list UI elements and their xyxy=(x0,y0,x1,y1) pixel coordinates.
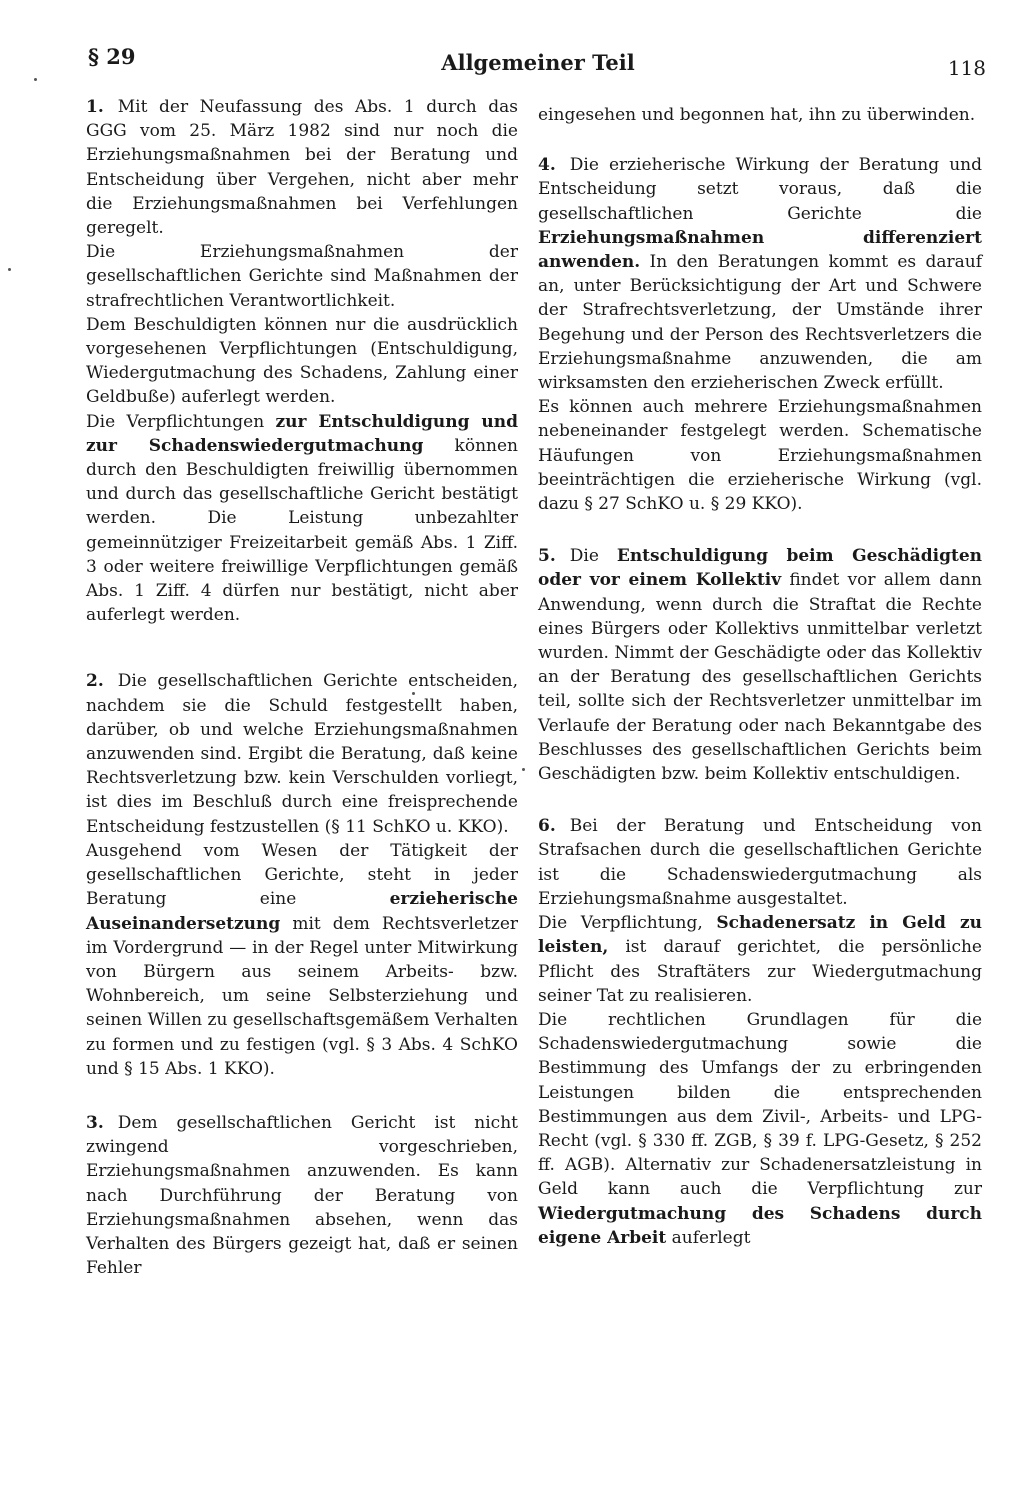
paragraph-text: Ausgehend vom Wesen der Tätigkeit der gesellschaftlichen Gerichte, steht in jeder Beratung eine xyxy=(86,840,518,910)
page-number: 118 xyxy=(947,56,986,80)
emphasis-text: Erziehungsmaßnahmen differenziert anwenden. xyxy=(538,227,982,273)
paragraph-text: Mit der Neufassung des Abs. 1 durch das GGG vom 25. März 1982 sind nur noch die Erziehungsmaßnahmen bei der Beratung und Entscheidung über Vergehen, nicht aber mehr die Erziehungsmaßnahmen bei Verfehlungen geregelt. xyxy=(86,97,518,239)
page-title: Allgemeiner Teil xyxy=(441,50,635,75)
paragraph-number: 3. xyxy=(86,1112,104,1133)
paragraph-4b: Es können auch mehrere Erziehungsmaßnahmen nebeneinander festgelegt werden. Schematische Häufungen von Erziehungsmaßnahmen beeinträchtigen die erzieherische Wirkung (vgl. dazu § 27 SchKO u. § 29 KKO). xyxy=(538,397,982,515)
paragraph-text: mit dem Rechtsverletzer im Vordergrund — in der Regel unter Mitwirkung von Bürgern aus seinem Arbeits- bzw. Wohnbereich, um seine Selbsterziehung und seinen Willen zu gesellschaftsgemäßem Verhalten zu formen und zu festigen (vgl. § 3 Abs. 4 SchKO und § 15 Abs. 1 KKO). xyxy=(86,913,518,1079)
paragraph-text: Die erzieherische Wirkung der Beratung und Entscheidung setzt voraus, daß die gesellschaftlichen Gerichte die xyxy=(538,155,982,224)
paragraph-3 xyxy=(86,1111,518,1280)
paragraph-text: Die gesellschaftlichen Gerichte entscheiden, nachdem sie die Schuld festgestellt haben, darüber, ob und welche Erziehungsmaßnahmen anzuwenden sind. Ergibt die Beratung, daß keine Rechtsverletzung bzw. kein Verschulden vorliegt, ist dies im Beschluß durch eine freisprechende Entscheidung festzustellen (§ 11 SchKO u. KKO). xyxy=(86,671,518,837)
paragraph-text: Die xyxy=(569,546,617,567)
emphasis-text: Schadenersatz in Geld zu leisten, xyxy=(538,913,982,958)
paragraph-6 xyxy=(538,814,982,911)
paragraph-2b xyxy=(86,839,518,1081)
left-column xyxy=(86,95,518,1280)
paragraph-number: 6. xyxy=(538,816,556,837)
right-column xyxy=(538,103,982,1250)
scan-speck xyxy=(8,268,11,271)
paragraph-text: findet vor allem dann Anwendung, wenn durch die Straftat die Rechte eines Bürgers oder Kollektivs unmittelbar verletzt wurden. Nimmt der Geschädigte oder das Kollektiv an der Beratung des gesellschaftlichen Gerichts teil, sollte sich der Rechtsverletzer unmittelbar im Verlaufe der Beratung oder nach Bekanntgabe des Beschlusses des gesellschaftlichen Gerichts beim Geschädigten bzw. beim Kollektiv entschuldigen. xyxy=(538,570,982,785)
paragraph-1d xyxy=(86,410,518,628)
paragraph-text: Die rechtlichen Grundlagen für die Schadenswiedergutmachung sowie die Bestimmung des Umfangs der zu erbringenden Leistungen bilden die entsprechenden Bestimmungen aus dem Zivil-, Arbeits- und LPG-Recht (vgl. § 330 ff. ZGB, § 39 f. LPG-Gesetz, § 252 ff. AGB). Alternativ zur Schadenersatzleistung in Geld kann auch die Verpflichtung zur xyxy=(538,1009,982,1200)
paragraph-number: 4. xyxy=(538,155,556,176)
section-number: § 29 xyxy=(88,44,136,69)
paragraph-1b: Die Erziehungsmaßnahmen der gesellschaftlichen Gerichte sind Maßnahmen der strafrechtlichen Verantwortlichkeit. xyxy=(86,242,518,311)
paragraph-text: ist darauf gerichtet, die persönliche Pflicht des Straftäters zur Wiedergutmachung seiner Tat zu realisieren. xyxy=(538,937,982,1006)
paragraph-continuation: eingesehen und begonnen hat, ihn zu überwinden. xyxy=(538,105,976,125)
paragraph-number: 1. xyxy=(86,97,104,117)
paragraph-number: 5. xyxy=(538,546,556,567)
paragraph-6b xyxy=(538,911,982,1008)
page-header xyxy=(88,44,988,84)
paragraph-text: Die Verpflichtung, xyxy=(538,913,717,934)
scan-speck xyxy=(522,768,525,771)
paragraph-text: Die Verpflichtungen xyxy=(86,411,276,432)
emphasis-text: zur Entschuldigung und zur Schadenswiedergutmachung xyxy=(86,411,518,456)
paragraph-text: In den Beratungen kommt es darauf an, unter Berücksichtigung der Art und Schwere der Strafrechtsverletzung, der Umstände ihrer Begehung und der Person des Rechtsverletzers die Erziehungsmaßnahme anzuwenden, die am wirksamsten den erzieherischen Zweck erfüllt. xyxy=(538,252,982,394)
scan-speck xyxy=(34,78,37,81)
paragraph-number: 2. xyxy=(86,671,104,692)
paragraph-1 xyxy=(86,95,518,240)
paragraph-2 xyxy=(86,669,518,838)
paragraph-5 xyxy=(538,544,982,786)
emphasis-text: Wiedergutmachung des Schadens durch eigene Arbeit xyxy=(538,1203,982,1248)
scan-speck xyxy=(412,692,415,695)
paragraph-1c: Dem Beschuldigten können nur die ausdrücklich vorgesehenen Verpflichtungen (Entschuldigung, Wiedergutmachung des Schadens, Zahlung einer Geldbuße) auferlegt werden. xyxy=(86,314,518,408)
emphasis-text: erzieherische Auseinandersetzung xyxy=(86,889,518,934)
paragraph-text: Bei der Beratung und Entscheidung von Strafsachen durch die gesellschaftlichen Gerichte ist die Schadenswiedergutmachung als Erziehungsmaßnahme ausgestaltet. xyxy=(538,816,982,909)
paragraph-4 xyxy=(538,153,982,395)
emphasis-text: Entschuldigung beim Geschädigten oder vor einem Kollektiv xyxy=(538,546,982,591)
paragraph-text: Dem gesellschaftlichen Gericht ist nicht zwingend vorgeschrieben, Erziehungsmaßnahmen anzuwenden. Es kann nach Durchführung der Beratung von Erziehungsmaßnahmen absehen, wenn das Verhalten des Bürgers gezeigt hat, daß er seinen Fehler xyxy=(86,1112,518,1279)
paragraph-text: können durch den Beschuldigten freiwillig übernommen und durch das gesellschaftliche Gericht bestätigt werden. Die Leistung unbezahlter gemeinnütziger Freizeitarbeit gemäß Abs. 1 Ziff. 3 oder weitere freiwillige Verpflichtungen gemäß Abs. 1 Ziff. 4 dürfen nur bestätigt, nicht aber auferlegt werden. xyxy=(86,435,518,626)
paragraph-text: auferlegt xyxy=(666,1227,751,1248)
paragraph-6c xyxy=(538,1008,982,1250)
